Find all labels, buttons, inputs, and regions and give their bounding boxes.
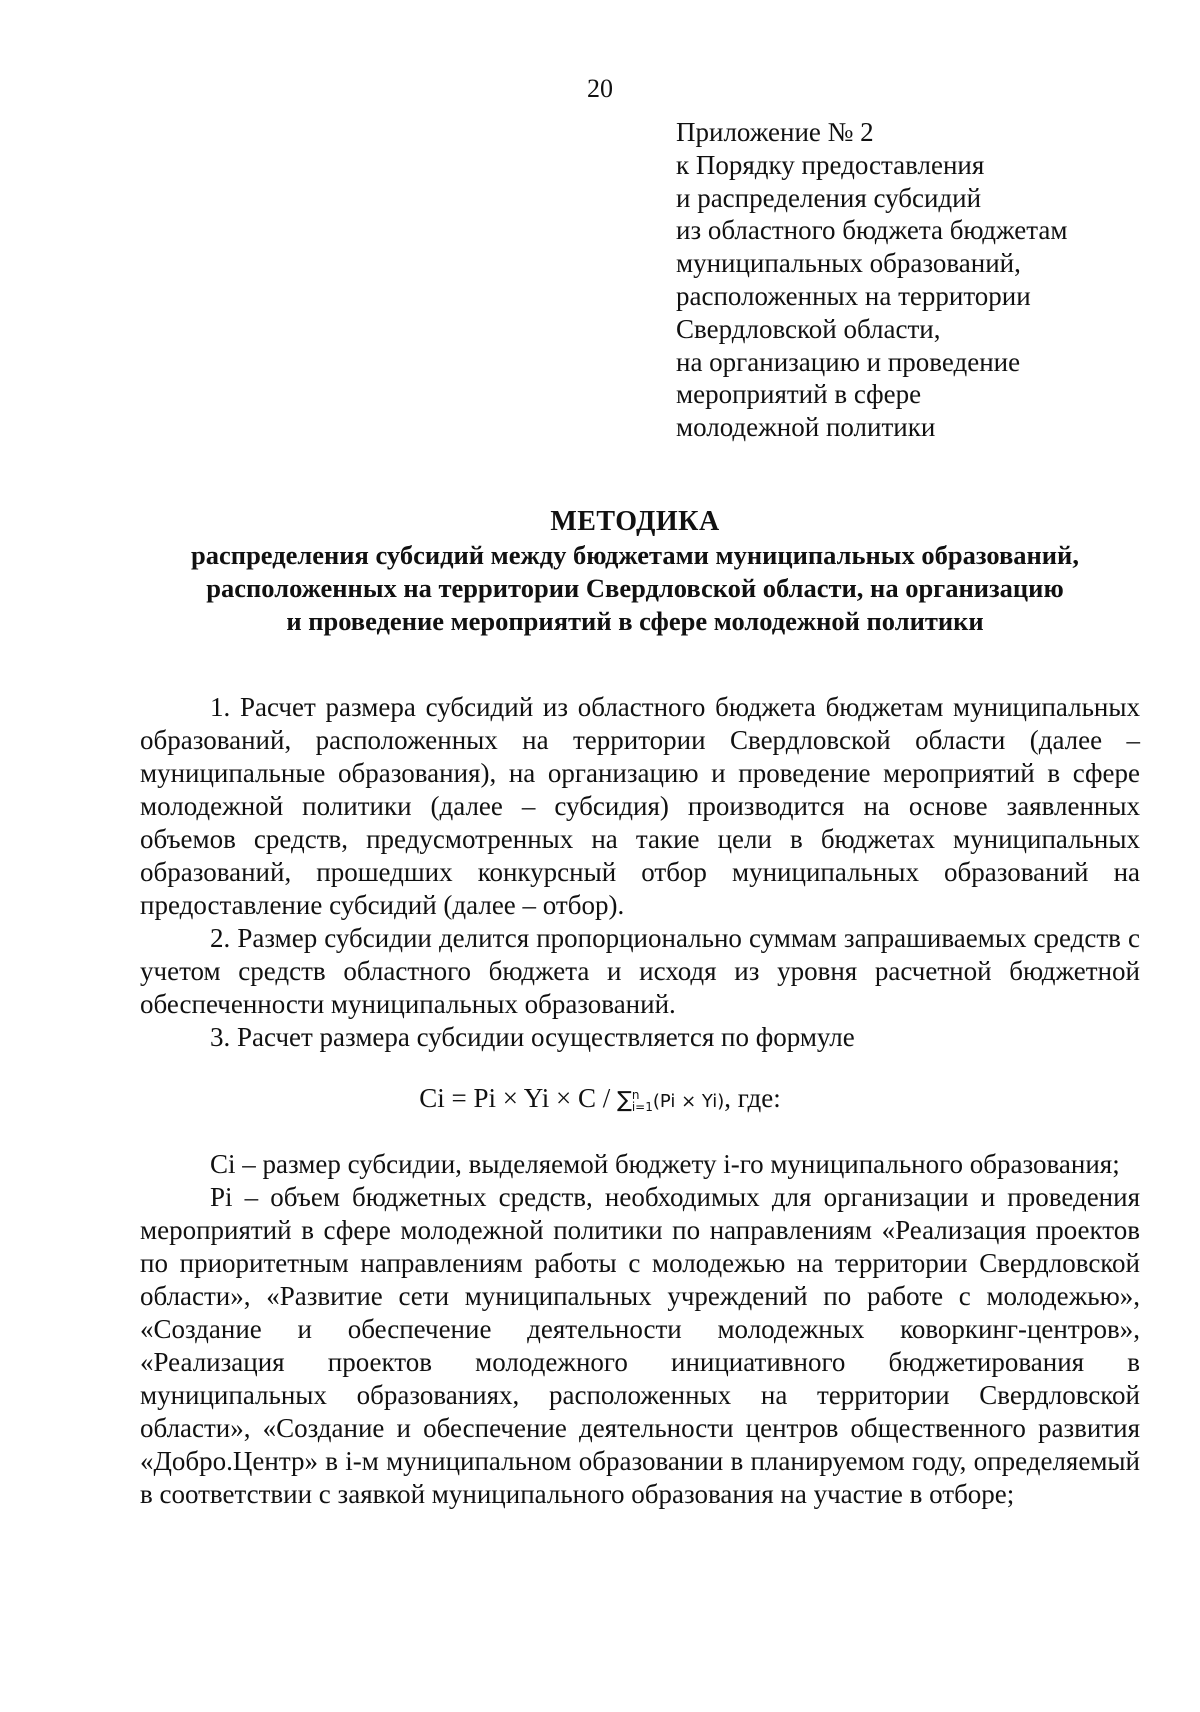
- appendix-line: из областного бюджета бюджетам: [676, 215, 1068, 246]
- appendix-line: Приложение № 2: [676, 117, 874, 147]
- appendix-line: к Порядку предоставления: [676, 149, 985, 180]
- sum-limits: [632, 1089, 653, 1113]
- appendix-line: Свердловской области,: [676, 313, 941, 344]
- appendix-header: [676, 116, 1176, 444]
- definitions: [140, 1148, 1140, 1511]
- appendix-line: молодежной политики: [676, 412, 936, 443]
- formula-tail: , где:: [724, 1083, 781, 1113]
- document-title: [130, 505, 1140, 638]
- sum-lower: i=1: [631, 1099, 653, 1114]
- title-sub-line: распределения субсидий между бюджетами муниципальных образований,: [191, 540, 1079, 570]
- definition-ci: Ci – размер субсидии, выделяемой бюджету i-го муниципального образования;: [210, 1149, 1120, 1179]
- sum-symbol: ∑: [617, 1088, 632, 1113]
- appendix-line: расположенных на территории: [676, 280, 1031, 311]
- paragraph-1: 1. Расчет размера субсидий из областного бюджета бюджетам муниципальных образований, расположенных на территории Свердловской области (далее – муниципальные образования), на организацию и проведение мероприятий в сфере молодежной политики (далее – субсидия) производится на основе заявленных объемов средств, предусмотренных на такие цели в бюджетах муниципальных образований, прошедших конкурсный отбор муниципальных образований на предоставление субсидий (далее – отбор).: [140, 692, 1140, 920]
- sum-body: (Pi × Yi): [652, 1091, 725, 1112]
- appendix-line: мероприятий в сфере: [676, 379, 922, 410]
- paragraph-2: 2. Размер субсидии делится пропорционально суммам запрашиваемых средств с учетом средств областного бюджета и исходя из уровня расчетной бюджетной обеспеченности муниципальных образований.: [140, 923, 1140, 1019]
- page-number: 20: [587, 74, 613, 103]
- formula-lhs: Ci = Pi × Yi × C /: [419, 1083, 618, 1113]
- title-sub-line: расположенных на территории Свердловской области, на организацию: [206, 573, 1064, 603]
- formula: [0, 1081, 1200, 1119]
- title-subtitle: [130, 539, 1140, 638]
- sum-upper: n: [631, 1087, 640, 1102]
- title-main: МЕТОДИКА: [550, 506, 720, 537]
- definition-pi: Pi – объем бюджетных средств, необходимых для организации и проведения мероприятий в сфере молодежной политики по направлениям «Реализация проектов по приоритетным направлениям работы с молодежью на территории Свердловской области», «Развитие сети муниципальных учреждений по работе с молодежью», «Создание и обеспечение деятельности молодежных коворкинг-центров», «Реализация проектов молодежного инициативного бюджетирования в муниципальных образованиях, расположенных на территории Свердловской области», «Создание и обеспечение деятельности центров общественного развития «Добро.Центр» в i-м муниципальном образовании в планируемом году, определяемый в соответствии с заявкой муниципального образования на участие в отборе;: [140, 1182, 1140, 1509]
- body-text: [140, 691, 1140, 1054]
- appendix-line: муниципальных образований,: [676, 248, 1021, 279]
- title-sub-line: и проведение мероприятий в сфере молодежной политики: [286, 606, 984, 636]
- appendix-line: и распределения субсидий: [676, 182, 982, 213]
- appendix-line: на организацию и проведение: [676, 346, 1021, 377]
- paragraph-3: 3. Расчет размера субсидии осуществляется по формуле: [210, 1022, 855, 1052]
